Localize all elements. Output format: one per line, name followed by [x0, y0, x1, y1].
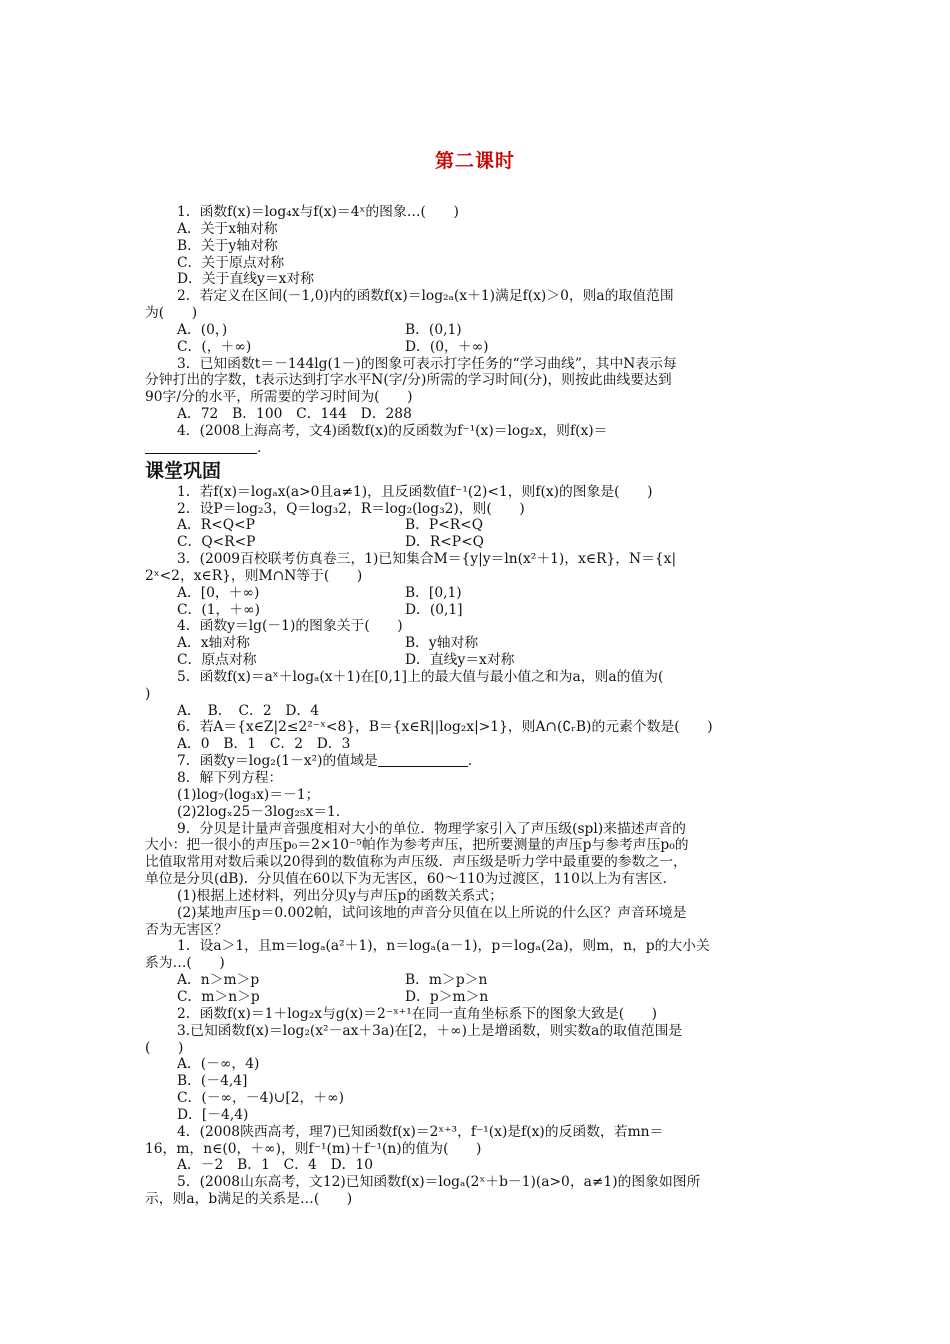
q1-option-d: D．关于直线y＝x对称	[177, 271, 315, 288]
h-q3-option-c: C．(－∞，－4)∪[2，＋∞)	[177, 1090, 344, 1107]
q4-line	[145, 423, 807, 440]
q2-options-cd	[145, 339, 807, 356]
s-q8-line: 8．解下列方程：	[177, 770, 283, 786]
s-q2-line: 2．设P＝log₂3，Q＝log₃2，R＝log₂(log₃2)，则( )	[177, 500, 525, 517]
s-q3-option-a: A．[0，＋∞)	[177, 584, 260, 601]
s-q5-line-cont: )	[145, 685, 151, 702]
h-q5-line: 5．(2008山东高考，文12)已知函数f(x)＝logₐ(2ˣ＋b－1)(a>0，a≠1)的图象如图所	[177, 1174, 701, 1191]
q2-option-b: B．(0,1)	[405, 321, 462, 338]
q2-line: 2．若定义在区间(－1,0)内的函数f(x)＝log₂ₐ(x＋1)满足f(x)＞0，则a的取值范围	[177, 288, 674, 305]
s-q4-option-b: B．y轴对称	[405, 635, 479, 652]
s-q3-options-cd	[145, 602, 807, 619]
answer-blank	[378, 753, 468, 767]
s-q9-line: 9．分贝是计量声音强度相对大小的单位．物理学家引入了声压级(spl)来描述声音的	[177, 820, 686, 837]
q4-answer-line	[145, 440, 807, 457]
h-q1-line: 1．设a＞1，且m＝logₐ(a²＋1)，n＝logₐ(a－1)，p＝logₐ(2a)，则m，n，p的大小关	[177, 938, 710, 955]
h-q1-option-a: A．n＞m＞p	[177, 972, 260, 989]
q2-line-cont: 为( )	[145, 305, 198, 322]
q4-text: 4．(2008上海高考，文4)函数f(x)的反函数为f⁻¹(x)＝log₂x，则f(x)＝	[177, 422, 608, 439]
s-q1-line: 1．若f(x)＝logₐx(a>0且a≠1)，且反函数值f⁻¹(2)<1，则f(x)的图象是( )	[177, 483, 653, 500]
s-q5-line: 5．函数f(x)＝aˣ＋logₐ(x＋1)在[0,1]上的最大值与最小值之和为a，则a的值为(	[177, 668, 664, 685]
s-q9-part1: (1)根据上述材料，列出分贝y与声压p的函数关系式；	[177, 887, 503, 904]
h-q5-line-cont: 示，则a，b满足的关系是…( )	[145, 1191, 353, 1208]
s-q5-options: A． B． C．2 D．4	[177, 702, 320, 719]
q2-option-c: C．(，＋∞)	[177, 338, 252, 355]
h-q3-option-a: A．(－∞，4)	[177, 1056, 260, 1073]
q2-option-d: D．(0，＋∞)	[405, 338, 489, 355]
s-q9-line-cont3: 单位是分贝(dB)．分贝值在60以下为无害区，60～110为过渡区，110以上为有害区．	[145, 871, 677, 888]
section-heading: 课堂巩固	[145, 459, 222, 482]
h-q1-options-ab	[145, 972, 807, 989]
h-q4-line: 4．(2008陕西高考，理7)已知函数f(x)＝2ˣ⁺³，f⁻¹(x)是f(x)的反函数，若mn＝	[177, 1123, 664, 1140]
s-q2-option-b: B．P<R<Q	[405, 517, 484, 534]
s-q9-line-cont: 大小：把一很小的声压p₀＝2×10⁻⁵帕作为参考声压，把所要测量的声压p与参考声压p₀的	[145, 837, 689, 854]
s-q4-option-c: C．原点对称	[177, 652, 257, 669]
q3-line-cont: 分钟打出的字数，t表示达到打字水平N(字/分)所需的学习时间(分)，则按此曲线要达到	[145, 372, 672, 389]
page-title: 第二课时	[434, 150, 515, 172]
s-q7-period: .	[467, 753, 473, 770]
q1-option-c: C．关于原点对称	[177, 254, 285, 271]
h-q2-line: 2．函数f(x)＝1＋log₂x与g(x)＝2⁻ˣ⁺¹在同一直角坐标系下的图象大致是( )	[177, 1005, 658, 1022]
h-q3-option-b: B．(－4,4]	[177, 1073, 248, 1090]
q3-line-cont2: 90字/分的水平，所需要的学习时间为( )	[145, 389, 413, 406]
h-q3-option-d: D．[－4,4)	[177, 1106, 249, 1123]
s-q4-line: 4．函数y＝lg(－1)的图象关于( )	[177, 618, 403, 635]
s-q3-option-b: B．[0,1)	[405, 584, 462, 601]
s-q2-option-c: C．Q<R<P	[177, 534, 256, 551]
s-q7-text: 7．函数y＝log₂(1－x²)的值域是	[177, 753, 378, 770]
s-q3-option-c: C．(1，＋∞)	[177, 601, 260, 618]
s-q4-option-d: D．直线y＝x对称	[405, 652, 515, 669]
h-q1-option-d: D．p＞m＞n	[405, 988, 489, 1005]
s-q3-line-cont: 2ˣ<2，x∈R}，则M∩N等于( )	[145, 567, 363, 584]
q3-options: A．72 B．100 C．144 D．288	[177, 406, 412, 423]
h-q1-option-c: C．m＞n＞p	[177, 988, 260, 1005]
s-q4-options-cd	[145, 652, 807, 669]
q1-option-a: A．关于x轴对称	[177, 220, 278, 237]
h-q1-option-b: B．m＞p＞n	[405, 972, 488, 989]
s-q6-line: 6．若A＝{x∈Z|2≤2²⁻ˣ<8}，B＝{x∈R||log₂x|>1}，则A∩(∁ᵣB)的元素个数是( )	[177, 719, 713, 736]
s-q3-options-ab	[145, 585, 807, 602]
h-q4-line-cont: 16，m，n∈(0，＋∞)，则f⁻¹(m)＋f⁻¹(n)的值为( )	[145, 1140, 482, 1157]
s-q2-option-a: A．R<Q<P	[177, 517, 255, 534]
q2-options-ab	[145, 322, 807, 339]
s-q3-option-d: D．(0,1]	[405, 601, 463, 618]
h-q1-options-cd	[145, 989, 807, 1006]
q1-line: 1．函数f(x)＝log₄x与f(x)＝4ˣ的图象…( )	[177, 204, 459, 220]
s-q9-line-cont2: 比值取常用对数后乘以20得到的数值称为声压级．声压级是听力学中最重要的参数之一，	[145, 854, 687, 871]
h-q1-line-cont: 系为…( )	[145, 955, 225, 972]
s-q4-option-a: A．x轴对称	[177, 635, 250, 652]
s-q8-part2: (2)2logₓ25－3log₂₅x＝1.	[177, 803, 341, 820]
q2-option-a: A．(0，)	[177, 321, 228, 338]
s-q7-line	[145, 753, 807, 770]
q4-period: .	[257, 439, 262, 456]
s-q9-part2: (2)某地声压p＝0.002帕，试问该地的声音分贝值在以上所说的什么区？声音环境是	[177, 904, 687, 921]
h-q3-line-cont: ( )	[145, 1039, 184, 1056]
h-q4-options: A．－2 B．1 C．4 D．10	[177, 1157, 373, 1174]
answer-blank	[145, 440, 257, 454]
s-q3-line: 3．(2009百校联考仿真卷三，1)已知集合M＝{y|y＝ln(x²＋1)，x∈R}，N＝{x|	[177, 551, 677, 568]
s-q4-options-ab	[145, 635, 807, 652]
s-q6-options: A．0 B．1 C．2 D．3	[177, 736, 351, 753]
s-q2-options-ab	[145, 517, 807, 534]
s-q2-options-cd	[145, 534, 807, 551]
q3-line: 3．已知函数t＝－144lg(1－)的图象可表示打字任务的“学习曲线”，其中N表示每	[177, 355, 677, 372]
s-q8-part1: (1)log₇(log₃x)＝－1；	[177, 786, 320, 803]
q1-option-b: B．关于y轴对称	[177, 237, 278, 254]
s-q2-option-d: D．R<P<Q	[405, 534, 484, 551]
document-body	[145, 204, 807, 1208]
s-q9-part2-cont: 否为无害区？	[145, 921, 228, 938]
h-q3-line: 3.已知函数f(x)＝log₂(x²－ax＋3a)在[2，＋∞)上是增函数，则实数a的取值范围是	[177, 1022, 683, 1039]
